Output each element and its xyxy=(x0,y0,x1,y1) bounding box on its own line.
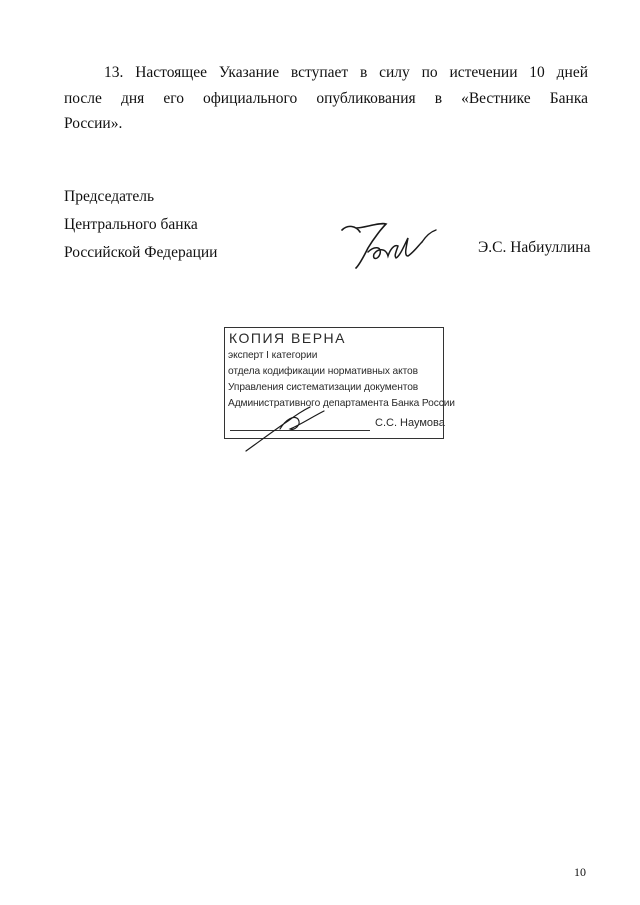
page-number: 10 xyxy=(574,865,586,879)
stamp-line: отдела кодификации нормативных актов xyxy=(228,366,418,377)
closing-paragraph xyxy=(64,60,588,137)
position-line: Председатель xyxy=(64,188,155,205)
stamp-line: эксперт I категории xyxy=(228,350,318,361)
stamp-line: Управления систематизации документов xyxy=(228,382,419,393)
position-line: Центрального банка xyxy=(64,216,198,233)
stamp-title: КОПИЯ ВЕРНА xyxy=(229,330,346,346)
stamp-signer-name: С.С. Наумова xyxy=(375,417,445,429)
handwritten-signature xyxy=(334,216,444,276)
signatory-position xyxy=(64,183,217,267)
paragraph-line: 13. Настоящее Указание вступает в силу по истечении 10 дней xyxy=(104,64,588,81)
stamp-signature xyxy=(240,395,330,455)
signatory-name: Э.С. Набиуллина xyxy=(478,239,591,256)
position-line: Российской Федерации xyxy=(64,244,218,261)
stamp-line: Административного департамента Банка России xyxy=(228,398,455,409)
paragraph-line: после дня его официального опубликования в «Вестнике Банка xyxy=(64,89,588,107)
paragraph-line: России». xyxy=(64,115,123,132)
